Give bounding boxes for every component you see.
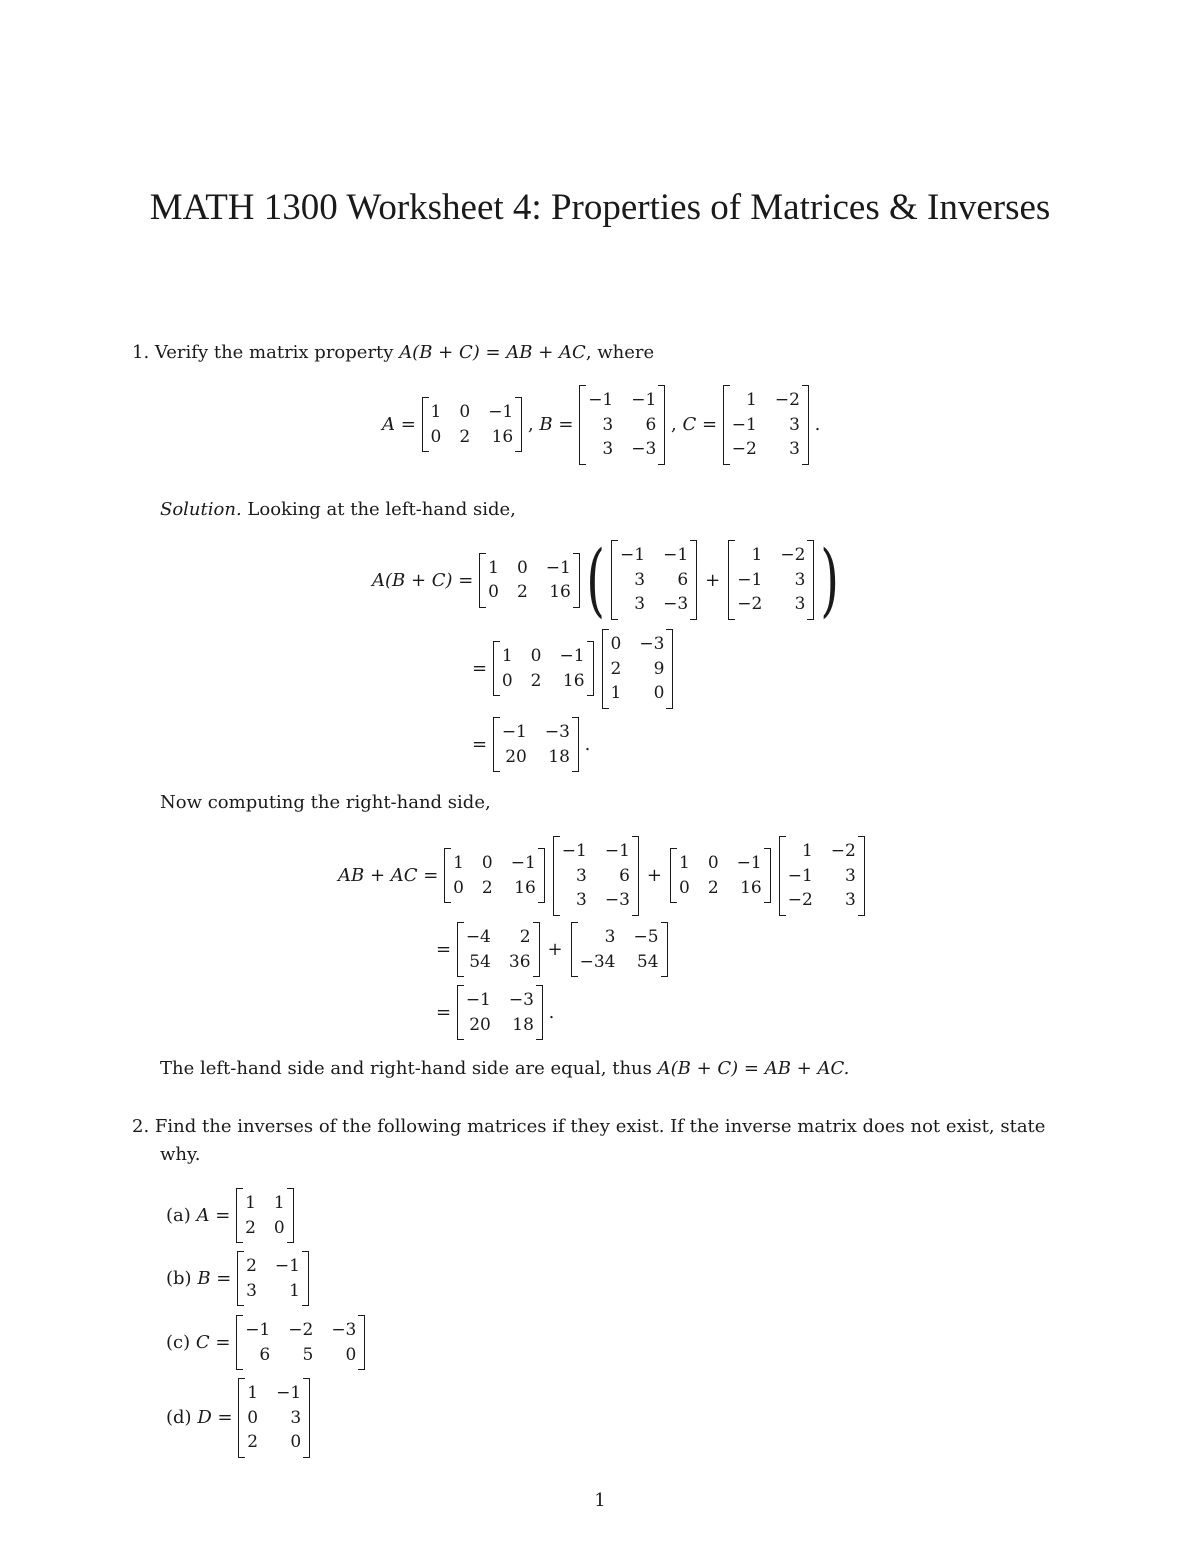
matrix-entry: 6 (619, 865, 630, 886)
left-bracket (602, 629, 609, 709)
matrix-entry: 1 (289, 1280, 300, 1301)
part-a-matrix (236, 1188, 294, 1243)
right-bracket (538, 848, 545, 903)
matrix-entry: −1 (787, 865, 813, 886)
q1-prompt (132, 342, 654, 363)
matrix-entry: 1 (430, 402, 442, 423)
part-a-label: (a) (166, 1205, 191, 1226)
part-c-matrix (236, 1315, 365, 1370)
q2-part-d (166, 1378, 310, 1458)
matrix-entry: 2 (481, 877, 493, 898)
b-plus-c-matrix (602, 629, 674, 709)
matrix-entry: 5 (302, 1344, 314, 1365)
solution-text: Looking at the left-hand side, (247, 499, 516, 520)
q2-number: 2. (132, 1116, 150, 1137)
left-bracket (444, 848, 451, 903)
matrix-entry: 0 (273, 1217, 285, 1238)
ab-matrix (457, 922, 540, 977)
left-bracket (236, 1188, 243, 1243)
matrix-entry: 3 (794, 569, 806, 590)
right-bracket (303, 1378, 310, 1458)
matrix-entry: 0 (530, 646, 542, 667)
q1-prompt-pre: Verify the matrix property (154, 342, 394, 363)
lhs-matrix-a (479, 553, 580, 608)
left-bracket (493, 717, 500, 772)
matrix-entry: 3 (845, 865, 856, 886)
rhs-matrix-a (444, 848, 545, 903)
part-b-label: (b) (166, 1268, 192, 1289)
matrix-entry: 3 (290, 1407, 302, 1428)
matrix-entry: 0 (481, 853, 493, 874)
q2-prompt-line-2: why. (160, 1144, 201, 1165)
rhs-line-2: = −4 2 54 36 + 3 −5 −34 54 (436, 922, 668, 977)
matrix-entry: 3 (602, 439, 614, 459)
left-bracket (670, 848, 677, 903)
matrix-entry: 16 (562, 670, 585, 691)
solution-label: Solution. (160, 499, 242, 520)
left-bracket (723, 385, 730, 465)
rhs-matrix-a-2 (670, 848, 771, 903)
matrix-entry: −4 (465, 927, 491, 947)
matrix-entry: 18 (548, 746, 570, 767)
q2-part-a (166, 1188, 294, 1243)
matrix-entry: 1 (801, 841, 813, 861)
right-bracket (587, 641, 594, 696)
worksheet-title: MATH 1300 Worksheet 4: Properties of Matrices & Inverses (149, 187, 1051, 228)
matrix-entry: 1 (501, 646, 513, 667)
matrix-entry: 1 (610, 683, 622, 703)
q2-prompt-line-1 (132, 1116, 1045, 1137)
matrix-entry: 0 (679, 877, 690, 898)
matrix-entry: −1 (561, 841, 587, 861)
left-bracket (479, 553, 486, 608)
left-bracket (238, 1378, 245, 1458)
part-d-matrix (238, 1378, 310, 1458)
matrix-entry: 3 (789, 439, 800, 459)
part-b-matrix (237, 1251, 309, 1306)
matrix-entry: −1 (663, 545, 689, 566)
matrix-entry: 2 (519, 927, 531, 947)
conclusion-text: The left-hand side and right-hand side are equal, thus (160, 1058, 652, 1079)
matrix-entry: 1 (247, 1383, 259, 1403)
right-bracket (666, 629, 673, 709)
matrix-entry: −2 (787, 890, 813, 910)
ac-matrix (571, 922, 668, 977)
matrix-entry: 54 (469, 951, 491, 972)
part-d-name: D = (197, 1407, 233, 1429)
right-bracket (573, 553, 580, 608)
matrix-entry: −1 (736, 853, 762, 874)
left-bracket (571, 922, 578, 977)
matrix-entry: 0 (453, 877, 464, 898)
matrix-entry: 2 (516, 582, 528, 602)
q1-conclusion (160, 1058, 849, 1079)
solution-intro (160, 499, 516, 520)
matrix-entry: 3 (576, 865, 587, 886)
left-bracket (779, 836, 786, 916)
right-bracket (658, 385, 665, 465)
matrix-entry: 1 (746, 390, 757, 410)
matrix-entry: 0 (430, 426, 442, 447)
matrix-entry: 3 (246, 1280, 257, 1301)
matrix-entry: −1 (631, 390, 657, 410)
right-bracket (764, 848, 771, 903)
matrix-entry: −2 (288, 1320, 314, 1340)
matrix-entry: 3 (845, 890, 856, 910)
matrix-entry: 0 (488, 582, 499, 602)
part-c-label: (c) (166, 1332, 191, 1353)
matrix-entry: 3 (634, 594, 646, 615)
lhs-label: A(B + C) = (372, 569, 474, 591)
right-paren: ) (820, 533, 840, 626)
matrix-entry: 9 (653, 658, 665, 679)
matrix-entry: 1 (273, 1193, 285, 1213)
matrix-entry: 1 (245, 1193, 256, 1213)
matrix-entry: 3 (794, 594, 806, 615)
matrix-entry: −3 (331, 1320, 357, 1340)
matrix-entry: 1 (751, 545, 763, 566)
matrix-entry: −3 (604, 890, 630, 910)
matrix-entry: −1 (245, 1320, 271, 1340)
part-a-name: A = (196, 1205, 231, 1226)
matrix-entry: −2 (780, 545, 806, 566)
matrix-entry: 20 (505, 746, 527, 767)
lhs-matrix-c (728, 540, 814, 620)
matrix-entry: 3 (604, 927, 616, 947)
matrix-entry: 2 (707, 877, 719, 898)
matrix-entry: 2 (247, 1432, 259, 1452)
right-bracket (807, 540, 814, 620)
matrix-entry: −1 (620, 545, 646, 566)
left-bracket (553, 836, 560, 916)
matrix-entry: −1 (737, 569, 763, 590)
lhs-line-2: = 1 0 −1 0 2 16 0 −3 2 9 1 0 (472, 629, 673, 709)
matrix-entry: −1 (488, 402, 514, 423)
right-bracket (302, 1251, 309, 1306)
right-bracket (287, 1188, 294, 1243)
matrix-entry: 16 (740, 877, 762, 898)
matrix-entry: 0 (516, 557, 528, 578)
q2-prompt-text: Find the inverses of the following matrices if they exist. If the inverse matrix does not exist, state (154, 1116, 1046, 1137)
left-bracket (728, 540, 735, 620)
matrix-entry: 3 (602, 414, 614, 435)
left-bracket (611, 540, 618, 620)
left-bracket (236, 1315, 243, 1370)
right-bracket (515, 397, 522, 452)
matrix-entry: 2 (610, 658, 622, 679)
lhs-matrix-b (611, 540, 697, 620)
matrix-entry: 16 (491, 426, 514, 447)
rhs-intro: Now computing the right-hand side, (160, 792, 491, 813)
matrix-entry: −1 (510, 853, 536, 874)
left-bracket (237, 1251, 244, 1306)
matrix-entry: 0 (345, 1344, 357, 1365)
matrix-entry: −3 (544, 722, 570, 742)
matrix-entry: 1 (488, 557, 499, 578)
matrix-entry: −3 (508, 990, 534, 1010)
matrix-entry: −1 (465, 990, 491, 1010)
matrix-entry: 1 (453, 853, 464, 874)
matrix-entry: 36 (508, 951, 531, 972)
matrix-entry: 0 (459, 402, 471, 423)
matrix-entry: 54 (636, 951, 659, 972)
right-bracket (690, 540, 697, 620)
matrix-entry: −1 (731, 414, 757, 435)
right-bracket (358, 1315, 365, 1370)
lhs-result-matrix (493, 717, 579, 772)
left-bracket (579, 385, 586, 465)
matrix-entry: −1 (559, 646, 585, 667)
given-matrices: A = 1 0 −1 0 2 16 , B = −1 −1 3 6 3 −3 , C = 1 −2 −1 3 −2 3 . (382, 385, 820, 465)
part-d-label: (d) (166, 1407, 192, 1429)
matrix-entry: 3 (576, 890, 587, 910)
matrix-entry: 16 (514, 877, 536, 898)
right-bracket (536, 985, 543, 1040)
matrix-entry: 0 (707, 853, 719, 874)
matrix-entry: −2 (830, 841, 856, 861)
q1-prompt-equation: A(B + C) = AB + AC (399, 342, 586, 363)
part-c-name: C = (195, 1332, 231, 1353)
matrix-entry: −1 (604, 841, 630, 861)
matrix-entry: −3 (631, 439, 657, 459)
matrix-entry: 6 (677, 569, 689, 590)
matrix-c (723, 385, 809, 465)
matrix-entry: 0 (610, 634, 622, 654)
right-bracket (661, 922, 668, 977)
matrix-entry: 2 (246, 1256, 257, 1276)
lhs-matrix-a-2 (493, 641, 594, 696)
matrix-entry: 2 (245, 1217, 256, 1238)
matrix-entry: 0 (290, 1432, 302, 1452)
matrix-entry: 3 (634, 569, 646, 590)
matrix-entry: 6 (259, 1344, 271, 1365)
q1-number: 1. (132, 342, 150, 363)
matrix-entry: 0 (653, 683, 665, 703)
matrix-entry: −34 (579, 951, 616, 972)
right-bracket (802, 385, 809, 465)
matrix-entry: 1 (679, 853, 690, 874)
matrix-entry: 20 (469, 1014, 491, 1035)
matrix-entry: 18 (512, 1014, 534, 1035)
matrix-a (422, 397, 523, 452)
left-bracket (457, 985, 464, 1040)
matrix-entry: −1 (501, 722, 527, 742)
left-bracket (493, 641, 500, 696)
conclusion-equation: A(B + C) = AB + AC. (657, 1058, 850, 1079)
left-paren: ( (586, 533, 605, 626)
rhs-line-1: AB + AC = 1 0 −1 0 2 16 −1 −1 3 6 3 −3 + 1 0 −1 0 2 16 1 −2 −1 3 −2 3 (338, 836, 865, 916)
right-bracket (858, 836, 865, 916)
matrix-entry: −1 (276, 1383, 302, 1403)
matrix-b (579, 385, 665, 465)
left-bracket (457, 922, 464, 977)
right-bracket (572, 717, 579, 772)
matrix-entry: 2 (459, 426, 471, 447)
matrix-entry: −1 (274, 1256, 300, 1276)
rhs-label: AB + AC = (338, 865, 439, 887)
left-bracket (422, 397, 429, 452)
matrix-entry: −3 (639, 634, 665, 654)
rhs-matrix-b (553, 836, 639, 916)
matrix-entry: 16 (549, 582, 571, 602)
matrix-entry: −1 (545, 557, 571, 578)
matrix-entry: −1 (588, 390, 614, 410)
matrix-entry: 0 (247, 1407, 259, 1428)
matrix-entry: −3 (663, 594, 689, 615)
rhs-matrix-c (779, 836, 865, 916)
matrix-entry: 3 (789, 414, 800, 435)
matrix-entry: 6 (645, 414, 657, 435)
lhs-line-3: = −1 −3 20 18 . (472, 717, 590, 772)
matrix-entry: −2 (731, 439, 757, 459)
matrix-entry: 2 (530, 670, 542, 691)
q2-part-b (166, 1251, 309, 1306)
rhs-line-3: = −1 −3 20 18 . (436, 985, 554, 1040)
matrix-entry: −2 (774, 390, 800, 410)
page-number: 1 (594, 1490, 606, 1511)
part-b-name: B = (197, 1268, 232, 1289)
matrix-entry: 0 (501, 670, 513, 691)
right-bracket (533, 922, 540, 977)
matrix-entry: −5 (633, 927, 659, 947)
right-bracket (632, 836, 639, 916)
lhs-line-1: A(B + C) = 1 0 −1 0 2 16 ( −1 −1 3 6 3 −3 + 1 −2 −1 3 −2 3 ) (372, 533, 840, 626)
q1-prompt-post: , where (585, 342, 655, 363)
rhs-result-matrix (457, 985, 543, 1040)
matrix-entry: −2 (737, 594, 763, 615)
q2-part-c (166, 1315, 365, 1370)
